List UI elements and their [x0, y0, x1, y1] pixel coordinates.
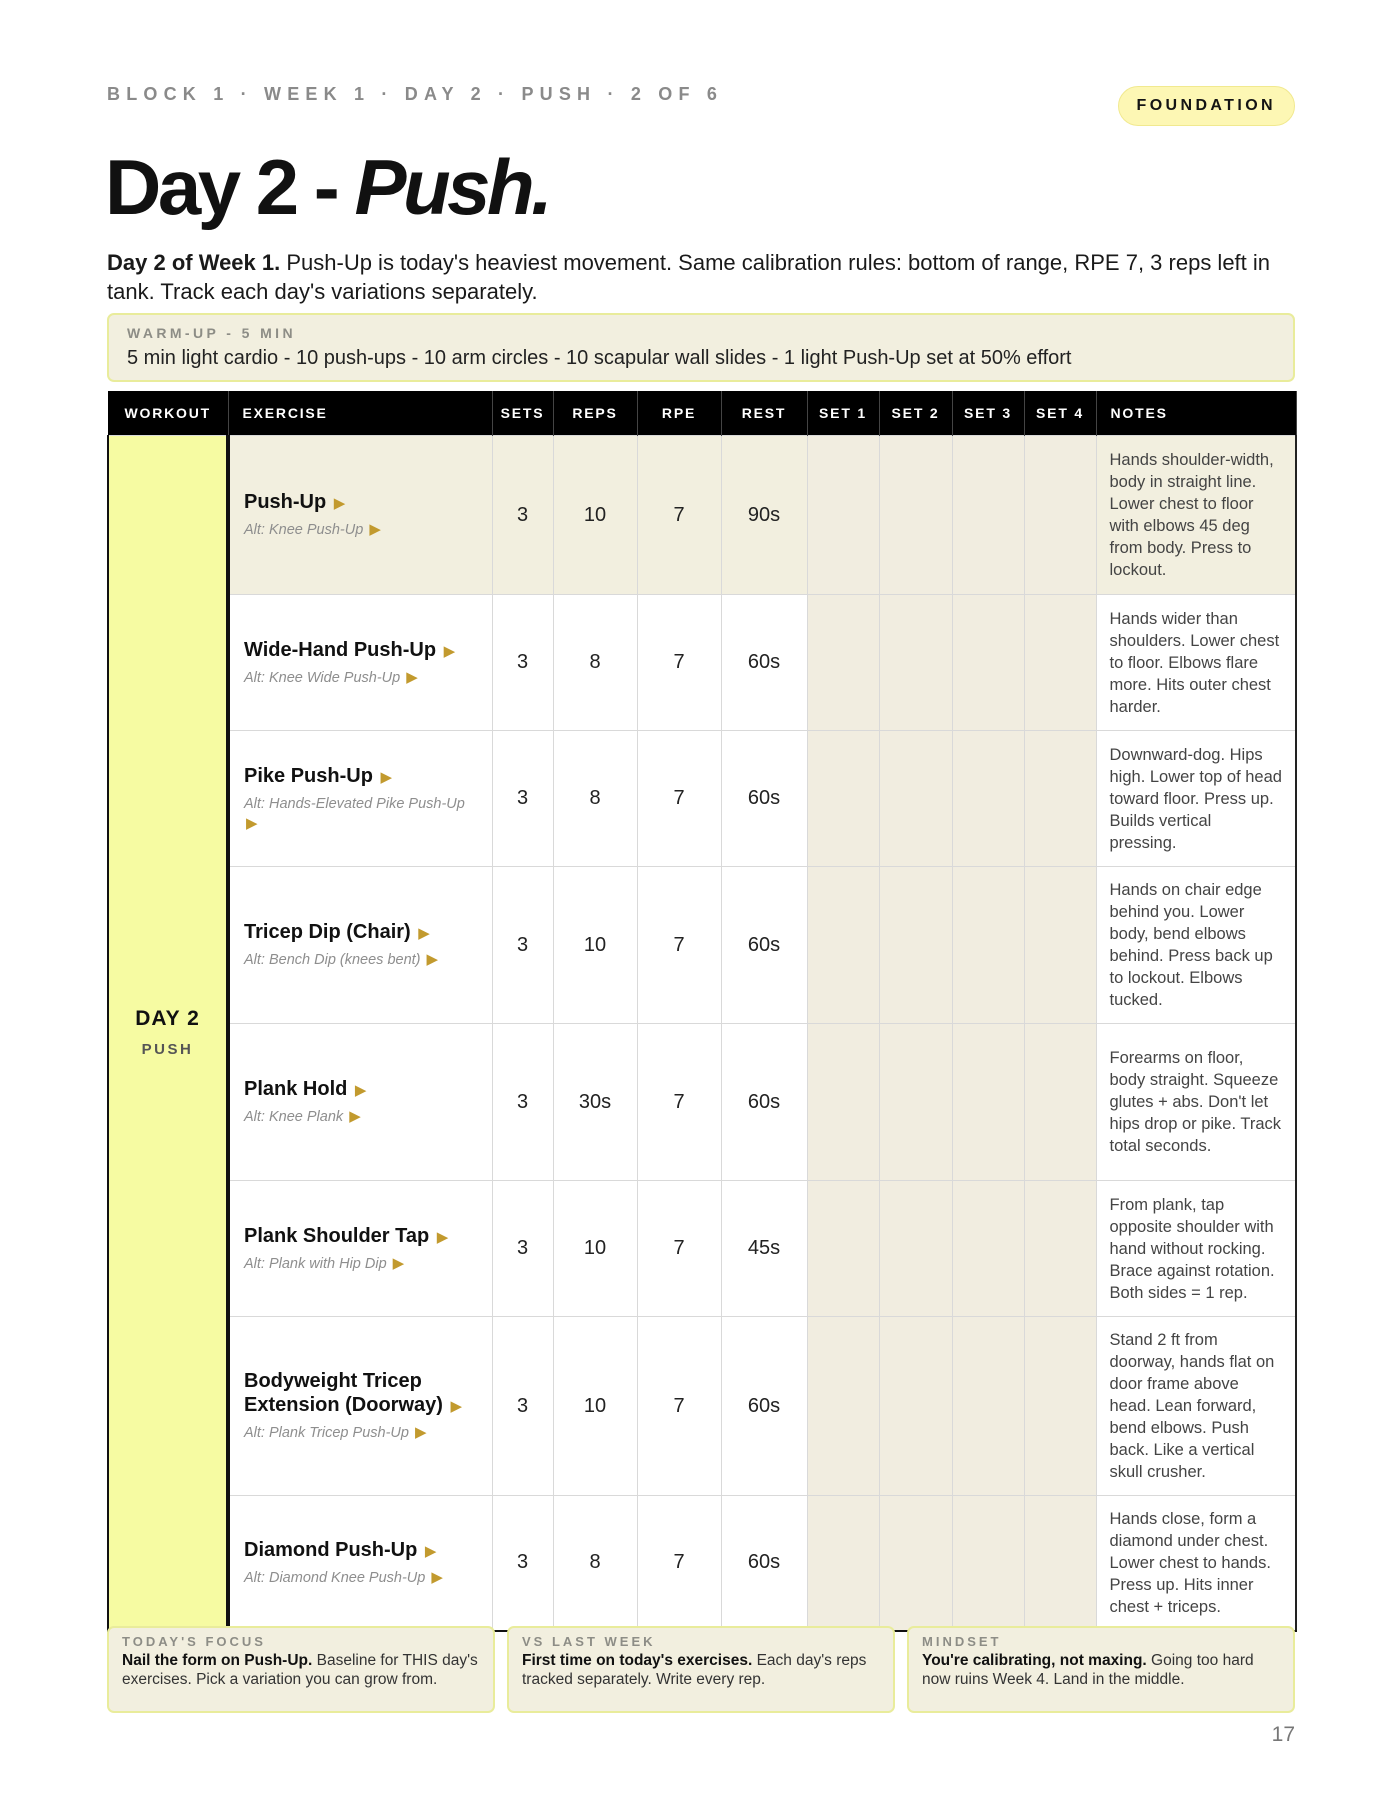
set2-entry[interactable] — [879, 595, 952, 731]
rpe-value: 7 — [637, 867, 721, 1024]
mindset-card — [907, 1626, 1295, 1713]
table-header-row — [108, 391, 1296, 436]
warmup-label: WARM-UP - 5 MIN — [127, 325, 296, 341]
notes-cell: Hands close, form a diamond under chest. Lower chest to hands. Press up. Hits inner chest + triceps. — [1096, 1496, 1296, 1631]
set4-entry[interactable] — [1024, 1496, 1096, 1631]
rpe-value: 7 — [637, 1496, 721, 1631]
play-icon[interactable]: ▶ — [354, 1082, 367, 1099]
play-icon[interactable]: ▶ — [406, 668, 418, 686]
set1-entry[interactable] — [807, 1181, 879, 1317]
header-set1: SET 1 — [807, 391, 879, 436]
exercise-cell — [228, 1317, 492, 1496]
exercise-name[interactable]: Wide-Hand Push-Up ▶ — [244, 638, 456, 661]
table-row — [108, 1496, 1296, 1631]
card-label: TODAY'S FOCUS — [122, 1634, 266, 1649]
table-row — [108, 867, 1296, 1024]
rpe-value: 7 — [637, 595, 721, 731]
sets-value: 3 — [492, 1024, 553, 1181]
play-icon[interactable]: ▶ — [246, 814, 258, 832]
header-set3: SET 3 — [952, 391, 1024, 436]
card-text: First time on today's exercises. Each day's reps tracked separately. Write every rep. — [522, 1652, 867, 1688]
set3-entry[interactable] — [952, 1024, 1024, 1181]
set2-entry[interactable] — [879, 1181, 952, 1317]
rest-value: 60s — [721, 731, 807, 867]
set1-entry[interactable] — [807, 1317, 879, 1496]
comparison-card — [507, 1626, 895, 1713]
sets-value: 3 — [492, 867, 553, 1024]
reps-value: 10 — [553, 436, 637, 595]
header-rest: REST — [721, 391, 807, 436]
notes-cell: Hands wider than shoulders. Lower chest to floor. Elbows flare more. Hits outer chest harder. — [1096, 595, 1296, 731]
table-row — [108, 1181, 1296, 1317]
exercise-cell — [228, 1181, 492, 1317]
set3-entry[interactable] — [952, 436, 1024, 595]
set2-entry[interactable] — [879, 1024, 952, 1181]
reps-value: 10 — [553, 867, 637, 1024]
reps-value: 8 — [553, 1496, 637, 1631]
set1-entry[interactable] — [807, 595, 879, 731]
set4-entry[interactable] — [1024, 731, 1096, 867]
rpe-value: 7 — [637, 436, 721, 595]
play-icon[interactable]: ▶ — [333, 495, 346, 512]
play-icon[interactable]: ▶ — [424, 1542, 437, 1560]
play-icon[interactable]: ▶ — [426, 951, 439, 968]
header-set2: SET 2 — [879, 391, 952, 436]
header-sets: SETS — [492, 391, 553, 436]
header-rpe: RPE — [637, 391, 721, 436]
exercise-cell — [228, 595, 492, 731]
set4-entry[interactable] — [1024, 595, 1096, 731]
day-sublabel: PUSH — [141, 1041, 194, 1059]
play-icon[interactable]: ▶ — [414, 1424, 427, 1441]
set4-entry[interactable] — [1024, 867, 1096, 1024]
notes-cell: Forearms on floor, body straight. Squeeze glutes + abs. Don't let hips drop or pike. Track total seconds. — [1096, 1024, 1296, 1181]
intro-bold: Day 2 of Week 1. — [107, 250, 281, 275]
rest-value: 60s — [721, 1024, 807, 1181]
exercise-name[interactable]: Plank Shoulder Tap ▶ — [244, 1224, 449, 1247]
exercise-alt[interactable]: Alt: Knee Push-Up ▶ — [244, 521, 381, 538]
set3-entry[interactable] — [952, 867, 1024, 1024]
set1-entry[interactable] — [807, 1496, 879, 1631]
workout-table — [107, 391, 1297, 1632]
table-row — [108, 1317, 1296, 1496]
header-exercise: EXERCISE — [228, 391, 492, 436]
page-number: 17 — [1271, 1723, 1295, 1746]
play-icon[interactable]: ▶ — [369, 521, 381, 538]
reps-value: 8 — [553, 731, 637, 867]
day-cell — [108, 436, 228, 1631]
workout-table-wrap — [107, 391, 1295, 1632]
play-icon[interactable]: ▶ — [392, 1254, 405, 1272]
exercise-name[interactable]: Tricep Dip (Chair) ▶ — [244, 921, 430, 943]
exercise-alt[interactable]: Alt: Hands-Elevated Pike Push-Up ▶ — [244, 795, 465, 832]
exercise-cell — [228, 436, 492, 595]
set3-entry[interactable] — [952, 1496, 1024, 1631]
page-title-emphasis: Push. — [354, 143, 550, 231]
table-row — [108, 595, 1296, 731]
set1-entry[interactable] — [807, 436, 879, 595]
set2-entry[interactable] — [879, 731, 952, 867]
sets-value: 3 — [492, 436, 553, 595]
exercise-cell — [228, 731, 492, 867]
header-reps: REPS — [553, 391, 637, 436]
set4-entry[interactable] — [1024, 1317, 1096, 1496]
rest-value: 90s — [721, 436, 807, 595]
page-title-main: Day 2 - — [105, 143, 355, 231]
rest-value: 60s — [721, 595, 807, 731]
phase-badge: FOUNDATION — [1118, 86, 1295, 126]
rest-value: 60s — [721, 867, 807, 1024]
intro-text: Push-Up is today's heaviest movement. Same calibration rules: bottom of range, RPE 7, 3 reps left in tank. Track each day's variations separately. — [107, 250, 1271, 304]
play-icon[interactable]: ▶ — [349, 1108, 361, 1125]
rest-value: 60s — [721, 1496, 807, 1631]
play-icon[interactable]: ▶ — [443, 642, 456, 660]
exercise-cell — [228, 867, 492, 1024]
notes-cell: Hands on chair edge behind you. Lower body, bend elbows behind. Press back up to lockout. Elbows tucked. — [1096, 867, 1296, 1024]
exercise-name[interactable]: Pike Push-Up ▶ — [244, 764, 393, 787]
set2-entry[interactable] — [879, 867, 952, 1024]
set2-entry[interactable] — [879, 1496, 952, 1631]
exercise-name[interactable]: Plank Hold ▶ — [244, 1078, 367, 1100]
reps-value: 10 — [553, 1181, 637, 1317]
rpe-value: 7 — [637, 731, 721, 867]
warmup-text: 5 min light cardio - 10 push-ups - 10 arm circles - 10 scapular wall slides - 1 light Push-Up set at 50% effort — [127, 347, 1072, 369]
set4-entry[interactable] — [1024, 436, 1096, 595]
play-icon[interactable]: ▶ — [418, 925, 430, 942]
rest-value: 45s — [721, 1181, 807, 1317]
play-icon[interactable]: ▶ — [436, 1228, 449, 1246]
header-notes: NOTES — [1096, 391, 1296, 436]
exercise-alt[interactable]: Alt: Diamond Knee Push-Up ▶ — [244, 1568, 443, 1586]
exercise-name[interactable]: Diamond Push-Up ▶ — [244, 1538, 437, 1561]
reps-value: 30s — [553, 1024, 637, 1181]
table-row — [108, 731, 1296, 867]
table-row — [108, 436, 1296, 595]
card-label: VS LAST WEEK — [522, 1634, 656, 1649]
day-label: DAY 2 — [135, 1007, 200, 1031]
header-set4: SET 4 — [1024, 391, 1096, 436]
set3-entry[interactable] — [952, 1317, 1024, 1496]
notes-cell: From plank, tap opposite shoulder with hand without rocking. Brace against rotation. Both sides = 1 rep. — [1096, 1181, 1296, 1317]
set3-entry[interactable] — [952, 595, 1024, 731]
set2-entry[interactable] — [879, 436, 952, 595]
card-text: Nail the form on Push-Up. Baseline for THIS day's exercises. Pick a variation you can grow from. — [122, 1652, 478, 1688]
play-icon[interactable]: ▶ — [380, 768, 393, 786]
set2-entry[interactable] — [879, 1317, 952, 1496]
rpe-value: 7 — [637, 1024, 721, 1181]
card-label: MINDSET — [922, 1634, 1002, 1649]
set3-entry[interactable] — [952, 1181, 1024, 1317]
warmup-box — [107, 313, 1295, 382]
exercise-name[interactable]: Push-Up ▶ — [244, 491, 346, 513]
play-icon[interactable]: ▶ — [450, 1398, 463, 1415]
exercise-alt[interactable]: Alt: Bench Dip (knees bent) ▶ — [244, 951, 439, 968]
card-text: You're calibrating, not maxing. Going too hard now ruins Week 4. Land in the middle. — [922, 1652, 1254, 1688]
set4-entry[interactable] — [1024, 1024, 1096, 1181]
sets-value: 3 — [492, 1317, 553, 1496]
sets-value: 3 — [492, 731, 553, 867]
info-cards — [107, 1626, 1295, 1713]
focus-card — [107, 1626, 495, 1713]
exercise-cell — [228, 1496, 492, 1631]
notes-cell: Downward-dog. Hips high. Lower top of head toward floor. Press up. Builds vertical pressing. — [1096, 731, 1296, 867]
header-workout: WORKOUT — [108, 391, 228, 436]
rpe-value: 7 — [637, 1317, 721, 1496]
exercise-alt[interactable]: Alt: Plank with Hip Dip ▶ — [244, 1254, 405, 1272]
breadcrumb: BLOCK 1 · WEEK 1 · DAY 2 · PUSH · 2 OF 6 — [107, 84, 724, 104]
rpe-value: 7 — [637, 1181, 721, 1317]
reps-value: 8 — [553, 595, 637, 731]
set1-entry[interactable] — [807, 731, 879, 867]
sets-value: 3 — [492, 595, 553, 731]
exercise-alt[interactable]: Alt: Plank Tricep Push-Up ▶ — [244, 1424, 427, 1441]
exercise-name[interactable]: Bodyweight Tricep Extension (Doorway) ▶ — [244, 1370, 463, 1416]
exercise-cell — [228, 1024, 492, 1181]
intro-paragraph — [107, 248, 1295, 306]
notes-cell: Stand 2 ft from doorway, hands flat on door frame above head. Lean forward, bend elbows. Push back. Like a vertical skull crusher. — [1096, 1317, 1296, 1496]
exercise-alt[interactable]: Alt: Knee Wide Push-Up ▶ — [244, 668, 418, 686]
set1-entry[interactable] — [807, 1024, 879, 1181]
rest-value: 60s — [721, 1317, 807, 1496]
page-title — [105, 142, 549, 232]
set3-entry[interactable] — [952, 731, 1024, 867]
reps-value: 10 — [553, 1317, 637, 1496]
table-row — [108, 1024, 1296, 1181]
sets-value: 3 — [492, 1181, 553, 1317]
notes-cell: Hands shoulder-width, body in straight line. Lower chest to floor with elbows 45 deg from body. Press to lockout. — [1096, 436, 1296, 595]
play-icon[interactable]: ▶ — [431, 1568, 443, 1586]
set4-entry[interactable] — [1024, 1181, 1096, 1317]
set1-entry[interactable] — [807, 867, 879, 1024]
exercise-alt[interactable]: Alt: Knee Plank ▶ — [244, 1108, 361, 1125]
sets-value: 3 — [492, 1496, 553, 1631]
